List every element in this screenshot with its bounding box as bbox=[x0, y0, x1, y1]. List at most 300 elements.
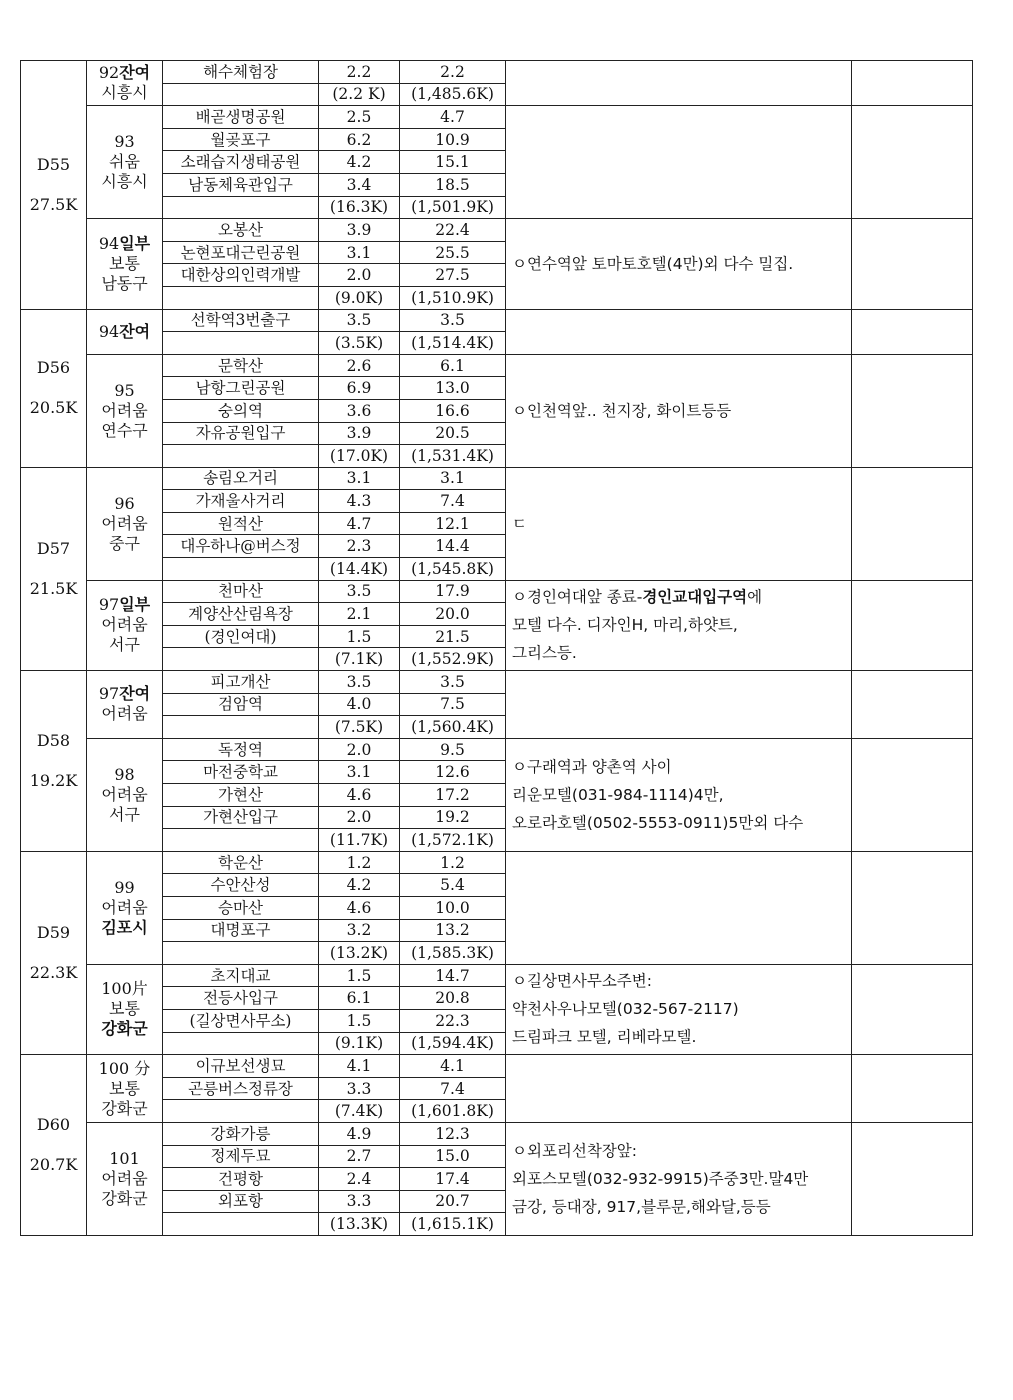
note-line: 모텔 다수. 디자인H, 마리,하얏트, bbox=[512, 616, 738, 635]
stop-cumulative: 14.4 bbox=[400, 535, 506, 558]
stop-cumulative: 13.0 bbox=[400, 377, 506, 400]
segment-line bbox=[87, 1149, 162, 1169]
note-line: 드림파크 모텔, 리베라모텔. bbox=[512, 1028, 697, 1047]
segment-line bbox=[87, 254, 162, 274]
day-id: D59 bbox=[36, 922, 71, 942]
segment-line bbox=[87, 322, 162, 342]
segment-cell bbox=[87, 61, 163, 106]
stop-cumulative: (1,531.4K) bbox=[400, 445, 506, 468]
stop-name: 숭의역 bbox=[163, 399, 319, 422]
segment-cell bbox=[87, 106, 163, 219]
segment-cell bbox=[87, 219, 163, 309]
segment-line bbox=[87, 401, 162, 421]
stop-distance: (7.4K) bbox=[319, 1100, 400, 1123]
stop-distance: 4.7 bbox=[319, 512, 400, 535]
lodging-note bbox=[506, 106, 852, 219]
stop-distance: (16.3K) bbox=[319, 196, 400, 219]
segment-text: 97 bbox=[98, 595, 120, 615]
stop-distance: (17.0K) bbox=[319, 445, 400, 468]
stop-distance: (11.7K) bbox=[319, 829, 400, 852]
segment-text: 97 bbox=[98, 684, 120, 704]
segment-line bbox=[87, 785, 162, 805]
stop-cumulative: (1,485.6K) bbox=[400, 83, 506, 106]
segment-text: 95 bbox=[114, 380, 135, 400]
segment-text: 강화군 bbox=[101, 1019, 148, 1039]
stop-distance: 1.5 bbox=[319, 625, 400, 648]
segment-line bbox=[87, 979, 162, 999]
stop-name: 대명포구 bbox=[163, 919, 319, 942]
segment-cell bbox=[87, 309, 163, 354]
segment-cell bbox=[87, 467, 163, 580]
extra-cell bbox=[852, 964, 973, 1054]
extra-cell bbox=[852, 309, 973, 354]
segment-text: 92 bbox=[98, 63, 120, 83]
segment-text: 보통 bbox=[109, 253, 140, 273]
stop-name bbox=[163, 1213, 319, 1236]
segment-line bbox=[87, 494, 162, 514]
segment-line bbox=[87, 1059, 162, 1079]
stop-cumulative: 22.3 bbox=[400, 1009, 506, 1032]
stop-name bbox=[163, 332, 319, 355]
stop-distance: (2.2 K) bbox=[319, 83, 400, 106]
stop-distance: 2.7 bbox=[319, 1145, 400, 1168]
segment-text: 강화군 bbox=[101, 1098, 148, 1118]
stop-distance: (13.3K) bbox=[319, 1213, 400, 1236]
stop-name: 오봉산 bbox=[163, 219, 319, 242]
stop-name bbox=[163, 1032, 319, 1055]
segment-text: 중구 bbox=[109, 533, 140, 553]
note-highlight: 경인교대입구역 bbox=[642, 588, 748, 607]
segment-line bbox=[87, 999, 162, 1019]
stop-distance: 2.4 bbox=[319, 1168, 400, 1191]
stop-distance: (9.0K) bbox=[319, 286, 400, 309]
stop-name: 월곶포구 bbox=[163, 128, 319, 151]
segment-text: 잔여 bbox=[119, 684, 151, 704]
stop-cumulative: 4.7 bbox=[400, 106, 506, 129]
day-cell bbox=[21, 61, 87, 310]
stop-distance: 3.5 bbox=[319, 671, 400, 694]
stop-cumulative: 17.9 bbox=[400, 580, 506, 603]
lodging-note bbox=[506, 964, 852, 1054]
segment-cell bbox=[87, 580, 163, 670]
stop-distance: 1.5 bbox=[319, 1009, 400, 1032]
extra-cell bbox=[852, 354, 973, 467]
stop-distance: 1.5 bbox=[319, 964, 400, 987]
segment-text: 김포시 bbox=[101, 917, 148, 937]
stop-cumulative: 7.4 bbox=[400, 1077, 506, 1100]
stop-name: 건평항 bbox=[163, 1168, 319, 1191]
stop-row bbox=[21, 467, 973, 490]
extra-cell bbox=[852, 1122, 973, 1235]
stop-name: 가현산입구 bbox=[163, 806, 319, 829]
stop-name: 곤릉버스정류장 bbox=[163, 1077, 319, 1100]
segment-text: 101 bbox=[109, 1148, 140, 1168]
extra-cell bbox=[852, 671, 973, 739]
stop-name: 선학역3번출구 bbox=[163, 309, 319, 332]
segment-line bbox=[87, 274, 162, 294]
extra-cell bbox=[852, 738, 973, 851]
day-distance: 27.5K bbox=[29, 194, 78, 214]
note-line: ㅇ길상면사무소주변: bbox=[512, 972, 652, 991]
stop-cumulative: (1,601.8K) bbox=[400, 1100, 506, 1123]
stop-name bbox=[163, 83, 319, 106]
stop-distance: 2.6 bbox=[319, 354, 400, 377]
note-line: 리운모텔(031-984-1114)4만, bbox=[512, 785, 724, 804]
stop-name bbox=[163, 1100, 319, 1123]
segment-text: 어려움 bbox=[101, 615, 148, 635]
stop-distance: 4.6 bbox=[319, 896, 400, 919]
segment-line bbox=[87, 172, 162, 192]
stop-distance: 4.2 bbox=[319, 151, 400, 174]
note-line: ㅇ연수역앞 토마토호텔(4만)외 다수 밀집. bbox=[512, 254, 794, 273]
day-distance: 21.5K bbox=[29, 578, 78, 598]
stop-distance: 4.0 bbox=[319, 693, 400, 716]
segment-line bbox=[87, 635, 162, 655]
stop-distance: 3.9 bbox=[319, 219, 400, 242]
stop-cumulative: 2.2 bbox=[400, 61, 506, 84]
stop-cumulative: 15.0 bbox=[400, 1145, 506, 1168]
segment-cell bbox=[87, 1055, 163, 1123]
stop-name: 정제두묘 bbox=[163, 1145, 319, 1168]
segment-line bbox=[87, 381, 162, 401]
stop-cumulative: 17.2 bbox=[400, 784, 506, 807]
note-line: 약천사우나모텔(032-567-2117) bbox=[512, 1000, 739, 1019]
day-cell bbox=[21, 467, 87, 670]
stop-row bbox=[21, 738, 973, 761]
stop-cumulative: (1,572.1K) bbox=[400, 829, 506, 852]
segment-cell bbox=[87, 1122, 163, 1235]
stop-name: 논현포대근린공원 bbox=[163, 241, 319, 264]
stop-distance: 2.0 bbox=[319, 806, 400, 829]
stop-distance: 3.9 bbox=[319, 422, 400, 445]
stop-name: (길상면사무소) bbox=[163, 1009, 319, 1032]
segment-line bbox=[87, 898, 162, 918]
extra-cell bbox=[852, 851, 973, 964]
segment-text: 서구 bbox=[109, 804, 140, 824]
stop-name bbox=[163, 829, 319, 852]
day-distance: 20.7K bbox=[29, 1155, 78, 1174]
stop-name: 천마산 bbox=[163, 580, 319, 603]
extra-cell bbox=[852, 219, 973, 309]
note-line: ㄷ bbox=[512, 514, 527, 533]
stop-cumulative: 15.1 bbox=[400, 151, 506, 174]
segment-text: 쉬움 bbox=[109, 152, 140, 172]
segment-text: 보통 bbox=[109, 1078, 140, 1098]
lodging-note bbox=[506, 580, 852, 670]
stop-name: 소래습지생태공원 bbox=[163, 151, 319, 174]
stop-cumulative: 19.2 bbox=[400, 806, 506, 829]
stop-cumulative: 3.5 bbox=[400, 671, 506, 694]
segment-line bbox=[87, 152, 162, 172]
stop-distance: (7.5K) bbox=[319, 716, 400, 739]
day-cell bbox=[21, 671, 87, 852]
route-table-body bbox=[21, 61, 973, 1236]
stop-cumulative: (1,594.4K) bbox=[400, 1032, 506, 1055]
segment-line bbox=[87, 765, 162, 785]
stop-cumulative: 10.9 bbox=[400, 128, 506, 151]
stop-distance: 3.3 bbox=[319, 1077, 400, 1100]
extra-cell bbox=[852, 106, 973, 219]
stop-name: 전등사입구 bbox=[163, 987, 319, 1010]
segment-text: 어려움 bbox=[101, 513, 148, 533]
stop-cumulative: 3.1 bbox=[400, 467, 506, 490]
stop-row bbox=[21, 671, 973, 694]
segment-text: 시흥시 bbox=[101, 172, 148, 192]
stop-cumulative: 20.0 bbox=[400, 603, 506, 626]
day-id: D57 bbox=[36, 538, 71, 558]
segment-text: 잔여 bbox=[119, 321, 151, 341]
stop-distance: 3.1 bbox=[319, 761, 400, 784]
stop-distance: (13.2K) bbox=[319, 942, 400, 965]
stop-distance: 2.2 bbox=[319, 61, 400, 84]
stop-name bbox=[163, 558, 319, 581]
lodging-note bbox=[506, 309, 852, 354]
lodging-note bbox=[506, 354, 852, 467]
stop-name: 강화가릉 bbox=[163, 1122, 319, 1145]
segment-text: 일부 bbox=[119, 233, 151, 253]
segment-line bbox=[87, 234, 162, 254]
stop-cumulative: 6.1 bbox=[400, 354, 506, 377]
stop-row bbox=[21, 61, 973, 84]
segment-line bbox=[87, 918, 162, 938]
stop-cumulative: (1,552.9K) bbox=[400, 648, 506, 671]
segment-text: 어려움 bbox=[101, 784, 148, 804]
stop-name: 승마산 bbox=[163, 896, 319, 919]
stop-name bbox=[163, 716, 319, 739]
segment-line bbox=[87, 534, 162, 554]
stop-name: 수안산성 bbox=[163, 874, 319, 897]
stop-name: 계양산산림욕장 bbox=[163, 603, 319, 626]
day-cell bbox=[21, 851, 87, 1054]
day-distance: 19.2K bbox=[29, 770, 78, 790]
stop-cumulative: 12.1 bbox=[400, 512, 506, 535]
stop-distance: 6.1 bbox=[319, 987, 400, 1010]
segment-text: 94 bbox=[98, 321, 120, 341]
extra-cell bbox=[852, 580, 973, 670]
stop-row bbox=[21, 354, 973, 377]
stop-cumulative: 21.5 bbox=[400, 625, 506, 648]
stop-name: 검암역 bbox=[163, 693, 319, 716]
stop-cumulative: (1,514.4K) bbox=[400, 332, 506, 355]
segment-cell bbox=[87, 671, 163, 739]
stop-distance: 3.4 bbox=[319, 173, 400, 196]
stop-name: 대우하나@버스정 bbox=[163, 535, 319, 558]
stop-cumulative: (1,615.1K) bbox=[400, 1213, 506, 1236]
extra-cell bbox=[852, 61, 973, 106]
lodging-note bbox=[506, 219, 852, 309]
lodging-note bbox=[506, 1122, 852, 1235]
stop-name: 배곧생명공원 bbox=[163, 106, 319, 129]
stop-row bbox=[21, 1055, 973, 1078]
stop-row bbox=[21, 219, 973, 242]
stop-distance: 1.2 bbox=[319, 851, 400, 874]
stop-cumulative: 20.5 bbox=[400, 422, 506, 445]
segment-text: 어려움 bbox=[101, 1168, 148, 1188]
stop-cumulative: 12.3 bbox=[400, 1122, 506, 1145]
note-line: 오로라호텔(0502-5553-0911)5만외 다수 bbox=[512, 813, 804, 832]
stop-cumulative: 16.6 bbox=[400, 399, 506, 422]
stop-distance: 4.2 bbox=[319, 874, 400, 897]
segment-text: 93 bbox=[114, 132, 135, 152]
extra-cell bbox=[852, 467, 973, 580]
stop-name: 자유공원입구 bbox=[163, 422, 319, 445]
stop-name: 송림오거리 bbox=[163, 467, 319, 490]
day-distance: 20.5K bbox=[29, 398, 78, 418]
stop-cumulative: 22.4 bbox=[400, 219, 506, 242]
segment-cell bbox=[87, 354, 163, 467]
stop-cumulative: 12.6 bbox=[400, 761, 506, 784]
segment-text: 강화군 bbox=[101, 1188, 148, 1208]
stop-name: 대한상의인력개발 bbox=[163, 264, 319, 287]
day-gap bbox=[21, 751, 86, 771]
stop-cumulative: (1,510.9K) bbox=[400, 286, 506, 309]
segment-line bbox=[87, 615, 162, 635]
day-gap bbox=[21, 943, 86, 963]
route-table bbox=[20, 60, 973, 1236]
stop-name: 학운산 bbox=[163, 851, 319, 874]
stop-name: 독정역 bbox=[163, 738, 319, 761]
stop-name: (경인여대) bbox=[163, 625, 319, 648]
stop-name: 가재울사거리 bbox=[163, 490, 319, 513]
stop-distance: 4.3 bbox=[319, 490, 400, 513]
stop-distance: 3.1 bbox=[319, 467, 400, 490]
note-line: ㅇ인천역앞.. 천지장, 화이트등등 bbox=[512, 401, 732, 420]
day-id: D60 bbox=[36, 1115, 71, 1134]
stop-distance: 4.9 bbox=[319, 1122, 400, 1145]
lodging-note bbox=[506, 467, 852, 580]
stop-name bbox=[163, 286, 319, 309]
stop-cumulative: (1,585.3K) bbox=[400, 942, 506, 965]
segment-line bbox=[87, 1189, 162, 1209]
stop-distance: 3.2 bbox=[319, 919, 400, 942]
stop-name: 해수체험장 bbox=[163, 61, 319, 84]
segment-text: 어려움 bbox=[101, 897, 148, 917]
day-cell bbox=[21, 309, 87, 467]
note-line: ㅇ구래역과 양촌역 사이 bbox=[512, 757, 672, 776]
segment-cell bbox=[87, 851, 163, 964]
segment-line bbox=[87, 1019, 162, 1039]
stop-name bbox=[163, 445, 319, 468]
stop-name: 문학산 bbox=[163, 354, 319, 377]
stop-name bbox=[163, 648, 319, 671]
segment-line bbox=[87, 704, 162, 724]
lodging-note bbox=[506, 738, 852, 851]
stop-distance: 2.0 bbox=[319, 738, 400, 761]
stop-name: 가현산 bbox=[163, 784, 319, 807]
day-cell bbox=[21, 1055, 87, 1236]
day-gap bbox=[21, 378, 86, 398]
segment-text: 잔여 bbox=[119, 63, 151, 83]
stop-cumulative: 5.4 bbox=[400, 874, 506, 897]
segment-text: 98 bbox=[114, 764, 135, 784]
lodging-note bbox=[506, 1055, 852, 1123]
note-line: 외포스모텔(032-932-9915)주중3만.말4만 bbox=[512, 1169, 809, 1188]
stop-distance: 4.1 bbox=[319, 1055, 400, 1078]
stop-row bbox=[21, 580, 973, 603]
segment-line bbox=[87, 83, 162, 103]
segment-text: 남동구 bbox=[101, 273, 148, 293]
stop-cumulative: 9.5 bbox=[400, 738, 506, 761]
stop-cumulative: (1,545.8K) bbox=[400, 558, 506, 581]
stop-cumulative: 20.8 bbox=[400, 987, 506, 1010]
stop-distance: 3.1 bbox=[319, 241, 400, 264]
stop-cumulative: (1,501.9K) bbox=[400, 196, 506, 219]
stop-cumulative: 20.7 bbox=[400, 1190, 506, 1213]
stop-distance: 3.3 bbox=[319, 1190, 400, 1213]
note-line: 그리스등. bbox=[512, 644, 577, 663]
segment-line bbox=[87, 1079, 162, 1099]
day-id: D56 bbox=[36, 358, 71, 378]
stop-cumulative: 7.4 bbox=[400, 490, 506, 513]
segment-text: 어려움 bbox=[101, 400, 148, 420]
segment-line bbox=[87, 63, 162, 83]
stop-distance: 3.5 bbox=[319, 309, 400, 332]
day-id: D55 bbox=[36, 154, 71, 174]
day-gap bbox=[21, 175, 86, 195]
stop-cumulative: 18.5 bbox=[400, 173, 506, 196]
extra-cell bbox=[852, 1055, 973, 1123]
stop-distance: 2.1 bbox=[319, 603, 400, 626]
stop-cumulative: 4.1 bbox=[400, 1055, 506, 1078]
note-line: ㅇ외포리선착장앞: bbox=[512, 1141, 638, 1160]
stop-name: 마전중학교 bbox=[163, 761, 319, 784]
stop-cumulative: (1,560.4K) bbox=[400, 716, 506, 739]
segment-text: 100片 bbox=[101, 979, 148, 999]
stop-distance: 4.6 bbox=[319, 784, 400, 807]
segment-text: 어려움 bbox=[101, 704, 148, 724]
segment-line bbox=[87, 421, 162, 441]
segment-line bbox=[87, 132, 162, 152]
stop-name: 남동체육관입구 bbox=[163, 173, 319, 196]
segment-text: 96 bbox=[114, 493, 135, 513]
note-line: 금강, 등대장, 917,블루문,해와달,등등 bbox=[512, 1197, 771, 1216]
stop-distance: (7.1K) bbox=[319, 648, 400, 671]
stop-distance: 3.5 bbox=[319, 580, 400, 603]
segment-text: 94 bbox=[98, 233, 120, 253]
stop-cumulative: 10.0 bbox=[400, 896, 506, 919]
stop-name: 원적산 bbox=[163, 512, 319, 535]
segment-line bbox=[87, 684, 162, 704]
stop-distance: 2.5 bbox=[319, 106, 400, 129]
segment-cell bbox=[87, 964, 163, 1054]
lodging-note bbox=[506, 851, 852, 964]
stop-cumulative: 3.5 bbox=[400, 309, 506, 332]
stop-cumulative: 1.2 bbox=[400, 851, 506, 874]
segment-line bbox=[87, 1169, 162, 1189]
segment-text: 99 bbox=[114, 877, 135, 897]
stop-name: 초지대교 bbox=[163, 964, 319, 987]
segment-text: 서구 bbox=[109, 635, 140, 655]
stop-distance: (3.5K) bbox=[319, 332, 400, 355]
stop-name: 이규보선생묘 bbox=[163, 1055, 319, 1078]
day-gap bbox=[21, 559, 86, 579]
segment-text: 100 分 bbox=[98, 1058, 151, 1078]
segment-line bbox=[87, 878, 162, 898]
stop-row bbox=[21, 964, 973, 987]
segment-line bbox=[87, 1099, 162, 1119]
stop-distance: (9.1K) bbox=[319, 1032, 400, 1055]
stop-row bbox=[21, 106, 973, 129]
stop-name: 피고개산 bbox=[163, 671, 319, 694]
stop-distance: 2.3 bbox=[319, 535, 400, 558]
note-line: ㅇ경인여대앞 종료-경인교대입구역에 bbox=[512, 588, 763, 607]
segment-line bbox=[87, 514, 162, 534]
segment-line bbox=[87, 595, 162, 615]
lodging-note bbox=[506, 671, 852, 739]
day-gap bbox=[21, 1135, 86, 1155]
stop-cumulative: 27.5 bbox=[400, 264, 506, 287]
segment-text: 연수구 bbox=[101, 420, 148, 440]
